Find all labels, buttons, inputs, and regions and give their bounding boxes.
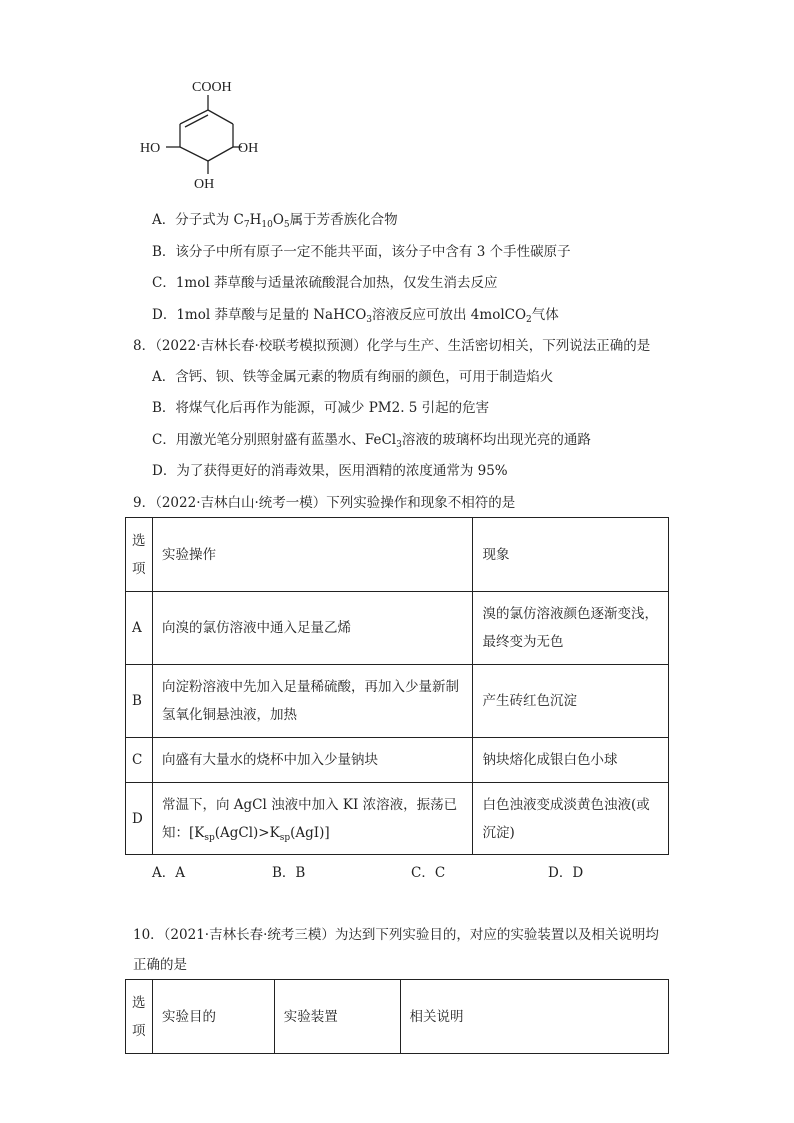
q9-choice-b: B．B [272, 865, 306, 881]
q10-table [125, 979, 669, 1054]
row-phenomenon: 产生砖红色沉淀 [473, 665, 669, 738]
ho-left-label: HO [140, 141, 161, 156]
table-row [126, 738, 669, 783]
q9-choice-d: D．D [548, 865, 584, 881]
row-option: C [126, 738, 153, 783]
row-phenomenon: 白色浊液变成淡黄色浊液(或 沉淀) [473, 783, 669, 855]
row-operation: 向盛有大量水的烧杯中加入少量钠块 [152, 738, 472, 783]
q8-option-b: B．将煤气化后再作为能源，可减少 PM2. 5 引起的危害 [152, 400, 490, 416]
oh-bottom-label: OH [194, 177, 215, 192]
q7-option-d: D．1mol 莽草酸与足量的 NaHCO$_3$溶液反应可放出 4molCO$_2$气体 [152, 307, 559, 325]
ring-bonds [166, 95, 242, 174]
q7-option-c: C．1mol 莽草酸与适量浓硫酸混合加热，仅发生消去反应 [152, 275, 498, 291]
row-operation: 向淀粉溶液中先加入足量稀硫酸，再加入少量新制 氢氧化铜悬浊液，加热 [152, 665, 472, 738]
row-option: B [126, 665, 153, 738]
table-header-row [126, 518, 669, 592]
q8-option-d: D．为了获得更好的消毒效果，医用酒精的浓度通常为 95% [152, 463, 508, 479]
table-header-row [126, 980, 669, 1054]
q10-stem-line1: 10．（2021·吉林长春·统考三模）为达到下列实验目的，对应的实验装置以及相关说明均 [133, 927, 659, 943]
row-operation: 常温下，向 AgCl 浊液中加入 KI 浓溶液，振荡已 知：$[K_{sp}(AgCl)>K_{sp}(AgI)]$ [152, 783, 472, 855]
header-operation: 实验操作 [152, 518, 472, 592]
q9-table [125, 517, 669, 855]
header-option: 选 项 [126, 518, 153, 592]
cooh-label: COOH [192, 80, 232, 95]
header-phenomenon: 现象 [473, 518, 669, 592]
header-apparatus: 实验装置 [274, 980, 400, 1054]
table-row [126, 783, 669, 855]
row-operation: 向溴的氯仿溶液中通入足量乙烯 [152, 592, 472, 665]
table-row [126, 592, 669, 665]
row-option: D [126, 783, 153, 855]
q7-option-b: B．该分子中所有原子一定不能共平面，该分子中含有 3 个手性碳原子 [152, 244, 571, 260]
table-row [126, 665, 669, 738]
q9-choice-c: C．C [411, 865, 446, 881]
q7-option-a: A．分子式为 $C_7H_{10}O_5$属于芳香族化合物 [152, 212, 398, 230]
row-option: A [126, 592, 153, 665]
q8-option-c: C．用激光笔分别照射盛有蓝墨水、FeCl$_3$溶液的玻璃杯均出现光亮的通路 [152, 432, 591, 450]
q9-choice-a: A．A [152, 865, 185, 881]
q8-stem: 8．（2022·吉林长春·校联考模拟预测）化学与生产、生活密切相关，下列说法正确的是 [133, 338, 651, 354]
header-option: 选 项 [126, 980, 153, 1054]
oh-right-label: OH [238, 141, 259, 156]
row-phenomenon: 溴的氯仿溶液颜色逐渐变浅， 最终变为无色 [473, 592, 669, 665]
header-notes: 相关说明 [400, 980, 668, 1054]
row-phenomenon: 钠块熔化成银白色小球 [473, 738, 669, 783]
shikimic-acid-structure [130, 72, 270, 197]
q8-option-a: A．含钙、钡、铁等金属元素的物质有绚丽的颜色，可用于制造焰火 [152, 369, 554, 385]
q10-stem-line2: 正确的是 [133, 957, 187, 973]
q9-stem: 9．（2022·吉林白山·统考一模）下列实验操作和现象不相符的是 [133, 495, 516, 511]
header-purpose: 实验目的 [152, 980, 274, 1054]
